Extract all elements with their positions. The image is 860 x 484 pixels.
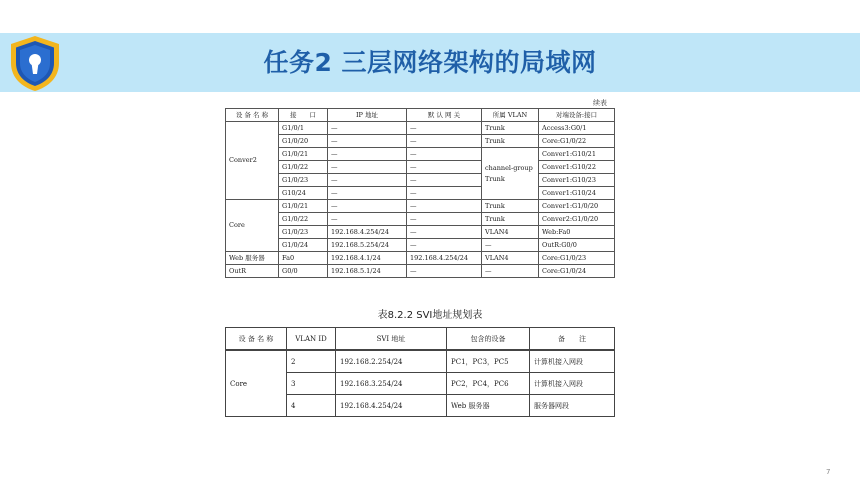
table-cell: Access3:G0/1 [539,122,615,135]
table-cell: 192.168.4.254/24 [336,395,447,417]
table-cell: Core:G1/0/22 [539,135,615,148]
table-cell: Fa0 [279,252,328,265]
table-cell: G10/24 [279,187,328,200]
col-header: VLAN ID [287,328,336,351]
table-row [226,161,615,174]
table-cell: — [407,122,482,135]
table-cell: — [482,265,539,278]
table-cell: — [328,148,407,161]
table-cell: 4 [287,395,336,417]
table-row [226,239,615,252]
col-header: IP 地址 [328,109,407,122]
table-cell: G1/0/21 [279,148,328,161]
table-cell: — [482,239,539,252]
table-cell: PC2，PC4，PC6 [447,373,530,395]
table-cell: — [328,187,407,200]
table-cell: VLAN4 [482,252,539,265]
device-cell: OutR [226,265,279,278]
table-cell: G1/0/20 [279,135,328,148]
table-cell: — [407,213,482,226]
table-cell: Core:G1/0/24 [539,265,615,278]
table-row [226,265,615,278]
table-cell: G1/0/24 [279,239,328,252]
table-cell: Conver1:G10/22 [539,161,615,174]
table-cell: Trunk [482,135,539,148]
table-cell: — [407,265,482,278]
table-cell: 192.168.5.254/24 [328,239,407,252]
table-cell: Conver1:G10/21 [539,148,615,161]
col-header: SVI 地址 [336,328,447,351]
table-row [226,350,615,373]
col-header: 设 备 名 称 [226,109,279,122]
col-header: 默 认 网 关 [407,109,482,122]
table-continued-label: 续表 [593,99,607,107]
col-header: 所属 VLAN [482,109,539,122]
table-cell-line: Trunk [485,174,505,183]
table-cell: G1/0/23 [279,226,328,239]
table-row [226,122,615,135]
table-cell: — [407,200,482,213]
table-caption: 表8.2.2 SVI地址规划表 [377,310,483,321]
slide-title: 任务2 三层网络架构的局域网 [263,48,597,77]
device-cell: Conver2 [226,122,279,200]
table-cell: G1/0/1 [279,122,328,135]
table-cell: VLAN4 [482,226,539,239]
table-cell: — [328,174,407,187]
col-header: 备 注 [530,328,615,351]
table-cell: G0/0 [279,265,328,278]
table-cell: Web:Fa0 [539,226,615,239]
table-cell: Conver1:G10/23 [539,174,615,187]
table-row [226,252,615,265]
device-cell: Core [226,200,279,252]
table-cell: — [407,226,482,239]
page-number: 7 [826,468,831,476]
table-cell: 192.168.4.254/24 [407,252,482,265]
device-cell: Core [226,350,287,417]
table-cell-line: channel-group [485,163,533,172]
table-cell: 192.168.5.1/24 [328,265,407,278]
table-cell: G1/0/23 [279,174,328,187]
table-cell: Core:G1/0/23 [539,252,615,265]
table-cell: G1/0/22 [279,161,328,174]
table-cell: — [328,135,407,148]
table-cell: Web 服务器 [447,395,530,417]
svi-planning-table [225,327,615,417]
table-cell: — [407,174,482,187]
vlan-merged-cell [482,148,539,200]
table-cell: Conver1:G1/0/20 [539,200,615,213]
table-cell: 2 [287,350,336,373]
table-row [226,213,615,226]
table-cell: Trunk [482,213,539,226]
table-cell: Trunk [482,200,539,213]
table-cell: G1/0/21 [279,200,328,213]
table-cell: 192.168.4.1/24 [328,252,407,265]
table-cell: — [407,148,482,161]
table-row [226,148,615,161]
table-cell: 计算机接入网段 [530,373,615,395]
table-cell: 计算机接入网段 [530,350,615,373]
table-header-row [226,109,615,122]
table-cell: G1/0/22 [279,213,328,226]
table-cell: — [407,187,482,200]
table-cell: Conver1:G10/24 [539,187,615,200]
table-row [226,200,615,213]
table-cell: — [328,200,407,213]
table-row [226,226,615,239]
table-cell: PC1，PC3，PC5 [447,350,530,373]
table-cell: 服务器网段 [530,395,615,417]
table-cell: — [328,122,407,135]
table-row [226,174,615,187]
table-cell: — [407,239,482,252]
table-cell: 192.168.4.254/24 [328,226,407,239]
table-cell: Trunk [482,122,539,135]
table-cell: 3 [287,373,336,395]
table-cell: — [328,213,407,226]
col-header: 设 备 名 称 [226,328,287,351]
table-cell: — [407,161,482,174]
col-header: 包含的设备 [447,328,530,351]
table-cell: 192.168.3.254/24 [336,373,447,395]
table-cell: 192.168.2.254/24 [336,350,447,373]
table-cell: Conver2:G1/0/20 [539,213,615,226]
table-row [226,187,615,200]
table-cell: OutR:G0/0 [539,239,615,252]
col-header: 对端设备:接口 [539,109,615,122]
device-cell: Web 服务器 [226,252,279,265]
table-cell: — [328,161,407,174]
col-header: 接 口 [279,109,328,122]
table-cell: — [407,135,482,148]
table-header-row [226,328,615,351]
interface-planning-table [225,108,615,278]
table-row [226,135,615,148]
